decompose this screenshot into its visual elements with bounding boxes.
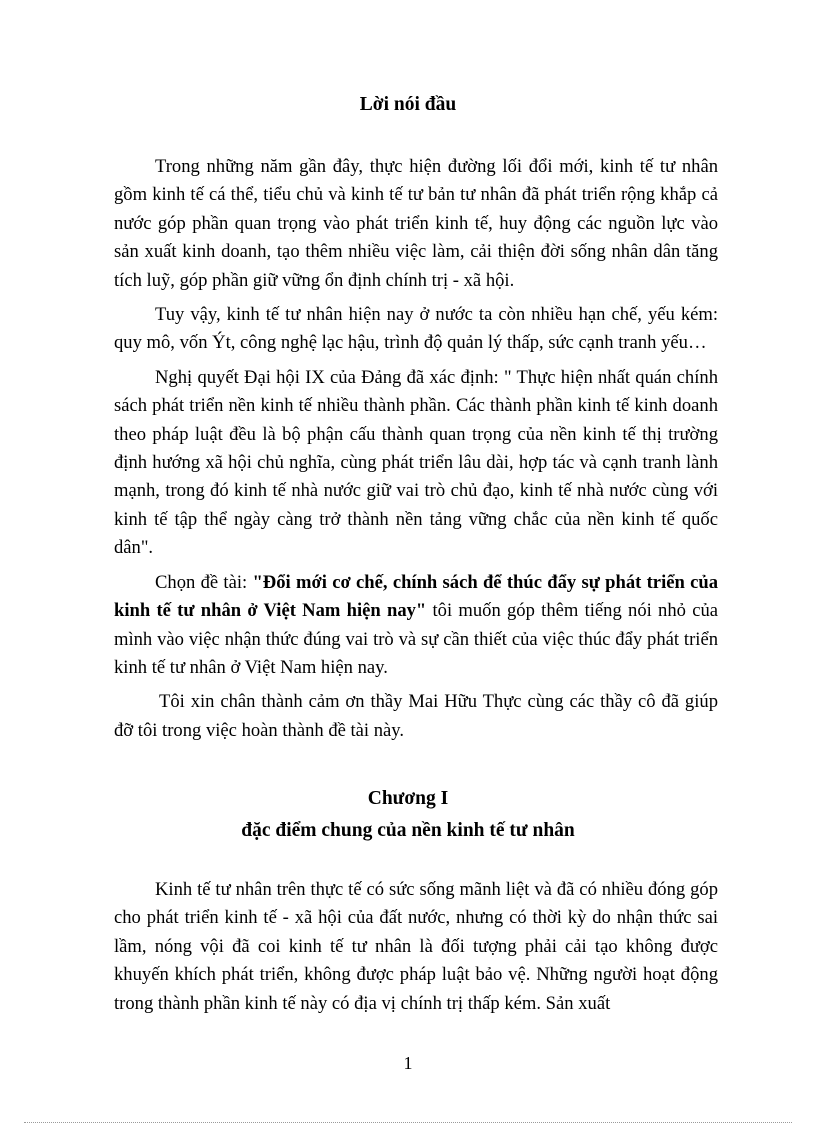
chapter-paragraph-1: Kinh tế tư nhân trên thực tế có sức sống mãnh liệt và đã có nhiều đóng góp cho phát triển kinh tế - xã hội của đất nước, nhưng có thời kỳ do nhận thức sai lầm, nóng vội đã coi kinh tế tư nhân là đối tượng phải cải tạo không được khuyến khích phát triển, không được pháp luật bảo vệ. Những người hoạt động trong thành phần kinh tế này có địa vị chính trị thấp kém. Sản xuất — [114, 879, 718, 1014]
thanks-paragraph: Tôi xin chân thành cảm ơn thầy Mai Hữu Thực cùng các thầy cô đã giúp đỡ tôi trong việc hoàn thành đề tài này. — [114, 691, 718, 741]
chapter-section — [114, 876, 718, 1018]
chapter-title: đặc điểm chung của nền kinh tế tư nhân — [241, 820, 575, 841]
chapter-number: Chương I — [367, 788, 449, 809]
page-number: 1 — [403, 1053, 413, 1073]
intro-paragraph-3: Nghị quyết Đại hội IX của Đảng đã xác định: " Thực hiện nhất quán chính sách phát triển nền kinh tế nhiều thành phần. Các thành phần kinh tế kinh doanh theo pháp luật đều là bộ phận cấu thành quan trọng của nền kinh tế thị trường định hướng xã hội chủ nghĩa, cùng phát triển lâu dài, hợp tác và cạnh tranh lành mạnh, trong đó kinh tế nhà nước giữ vai trò chủ đạo, kinh tế nhà nước cùng với kinh tế tập thể ngày càng trở thành nền tảng vững chắc của nền kinh tế quốc dân". — [114, 366, 718, 559]
intro-section — [114, 153, 718, 745]
topic-suffix: tôi muốn góp thêm tiếng nói nhỏ của mình vào việc nhận thức đúng vai trò và sự cần thiết của việc thúc đẩy phát triển kinh tế tư nhân ở Việt Nam hiện nay. — [114, 600, 718, 678]
page-title: Lời nói đầu — [359, 94, 457, 115]
intro-paragraph-2: Tuy vậy, kinh tế tư nhân hiện nay ở nước ta còn nhiều hạn chế, yếu kém: quy mô, vốn Ýt, công nghệ lạc hậu, trình độ quản lý thấp, sức cạnh tranh yếu… — [114, 304, 718, 354]
topic-title: "Đổi mới cơ chế, chính sách để thúc đẩy sự phát triển của kinh tế tư nhân ở Việt Nam hiện nay" — [114, 571, 719, 622]
intro-paragraph-1: Trong những năm gần đây, thực hiện đường lối đổi mới, kinh tế tư nhân gồm kinh tế cá thể, tiểu chủ và kinh tế tư bản tư nhân đã phát triển rộng khắp cả nước góp phần quan trọng vào phát triển kinh tế, huy động các nguồn lực vào sản xuất kinh doanh, tạo thêm nhiều việc làm, cải thiện đời sống nhân dân tăng tích luỹ, góp phần giữ vững ổn định chính trị - xã hội. — [114, 156, 718, 291]
topic-prefix: Chọn đề tài: — [155, 571, 253, 593]
topic-paragraph — [114, 569, 718, 683]
